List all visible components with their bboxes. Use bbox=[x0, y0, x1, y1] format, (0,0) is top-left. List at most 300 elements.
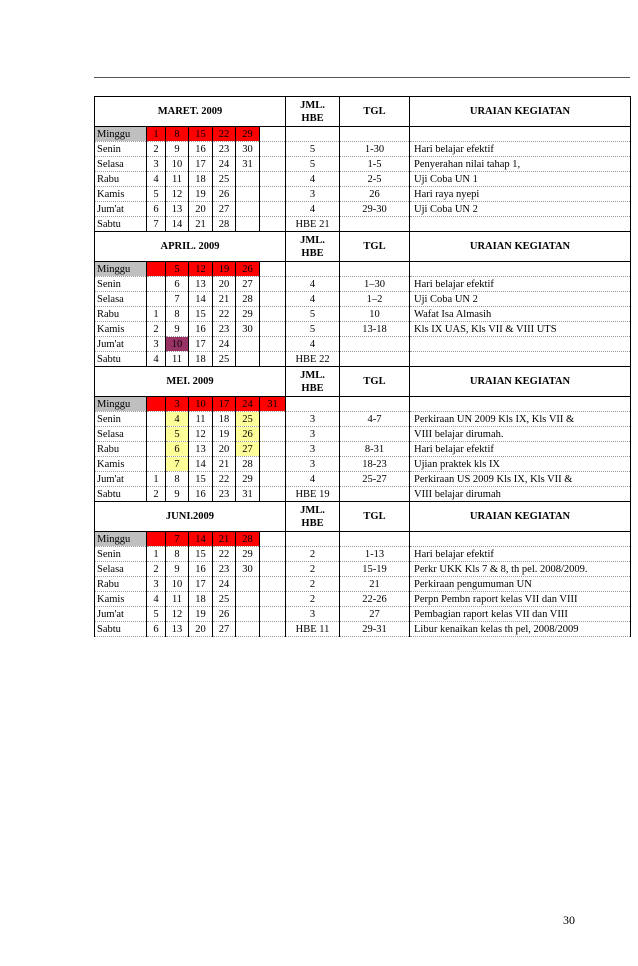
date-cell: 20 bbox=[189, 202, 213, 217]
date-cell bbox=[236, 577, 260, 592]
date-cell: 3 bbox=[147, 157, 166, 172]
activity-description: Perpn Pembn raport kelas VII dan VIII bbox=[410, 592, 631, 607]
tgl-value bbox=[340, 262, 410, 277]
calendar-row bbox=[95, 427, 631, 442]
tgl-value: 26 bbox=[340, 187, 410, 202]
weekday-label: Sabtu bbox=[95, 217, 147, 232]
tgl-value bbox=[340, 337, 410, 352]
date-cell bbox=[260, 337, 286, 352]
calendar-row bbox=[95, 202, 631, 217]
date-cell bbox=[147, 457, 166, 472]
date-cell: 29 bbox=[236, 547, 260, 562]
date-cell: 25 bbox=[213, 592, 236, 607]
date-cell: 6 bbox=[147, 202, 166, 217]
weekday-label: Sabtu bbox=[95, 352, 147, 367]
date-cell: 6 bbox=[166, 442, 189, 457]
tgl-value: 18-23 bbox=[340, 457, 410, 472]
date-cell: 28 bbox=[236, 457, 260, 472]
activity-description: Pembagian raport kelas VII dan VIII bbox=[410, 607, 631, 622]
weekday-label: Kamis bbox=[95, 187, 147, 202]
weekday-label: Senin bbox=[95, 277, 147, 292]
weekday-label: Senin bbox=[95, 547, 147, 562]
date-cell: 31 bbox=[260, 397, 286, 412]
date-cell: 21 bbox=[213, 532, 236, 547]
date-cell: 23 bbox=[213, 322, 236, 337]
month-header-row bbox=[95, 97, 631, 127]
calendar-row bbox=[95, 622, 631, 637]
date-cell bbox=[260, 607, 286, 622]
weekday-label: Kamis bbox=[95, 457, 147, 472]
date-cell: 30 bbox=[236, 562, 260, 577]
date-cell bbox=[260, 592, 286, 607]
jml-value: HBE 22 bbox=[286, 352, 340, 367]
date-cell: 29 bbox=[236, 127, 260, 142]
date-cell: 2 bbox=[147, 322, 166, 337]
jml-value: 4 bbox=[286, 472, 340, 487]
header-tgl: TGL bbox=[340, 502, 410, 532]
calendar-row bbox=[95, 592, 631, 607]
date-cell: 3 bbox=[166, 397, 189, 412]
tgl-value bbox=[340, 487, 410, 502]
date-cell: 22 bbox=[213, 127, 236, 142]
weekday-label: Sabtu bbox=[95, 622, 147, 637]
date-cell: 18 bbox=[189, 592, 213, 607]
date-cell: 28 bbox=[236, 532, 260, 547]
date-cell: 20 bbox=[189, 622, 213, 637]
activity-description: Perkiraan UN 2009 Kls IX, Kls VII & bbox=[410, 412, 631, 427]
date-cell: 26 bbox=[213, 187, 236, 202]
weekday-label: Minggu bbox=[95, 397, 147, 412]
calendar-row bbox=[95, 412, 631, 427]
date-cell: 7 bbox=[166, 457, 189, 472]
date-cell bbox=[260, 142, 286, 157]
date-cell: 22 bbox=[213, 547, 236, 562]
header-tgl: TGL bbox=[340, 232, 410, 262]
date-cell: 18 bbox=[189, 172, 213, 187]
date-cell bbox=[260, 277, 286, 292]
calendar-body bbox=[95, 97, 631, 637]
tgl-value: 2-5 bbox=[340, 172, 410, 187]
date-cell: 7 bbox=[166, 292, 189, 307]
date-cell: 8 bbox=[166, 307, 189, 322]
date-cell: 11 bbox=[189, 412, 213, 427]
tgl-value: 1-30 bbox=[340, 142, 410, 157]
date-cell: 4 bbox=[147, 592, 166, 607]
date-cell: 4 bbox=[147, 172, 166, 187]
activity-description bbox=[410, 337, 631, 352]
date-cell bbox=[260, 172, 286, 187]
jml-value: 3 bbox=[286, 427, 340, 442]
date-cell: 17 bbox=[189, 577, 213, 592]
date-cell: 19 bbox=[213, 262, 236, 277]
date-cell: 2 bbox=[147, 562, 166, 577]
date-cell bbox=[260, 442, 286, 457]
date-cell: 16 bbox=[189, 322, 213, 337]
date-cell: 28 bbox=[236, 292, 260, 307]
calendar-row bbox=[95, 472, 631, 487]
calendar-row bbox=[95, 607, 631, 622]
tgl-value: 4-7 bbox=[340, 412, 410, 427]
activity-description: Hari belajar efektif bbox=[410, 277, 631, 292]
date-cell bbox=[147, 292, 166, 307]
date-cell bbox=[236, 607, 260, 622]
header-uraian-kegiatan: URAIAN KEGIATAN bbox=[410, 232, 631, 262]
date-cell bbox=[236, 337, 260, 352]
activity-description: Perkiraan pengumuman UN bbox=[410, 577, 631, 592]
jml-value: 4 bbox=[286, 292, 340, 307]
activity-description bbox=[410, 127, 631, 142]
date-cell bbox=[260, 457, 286, 472]
calendar-row bbox=[95, 547, 631, 562]
date-cell: 17 bbox=[189, 157, 213, 172]
date-cell: 29 bbox=[236, 307, 260, 322]
date-cell bbox=[260, 307, 286, 322]
date-cell bbox=[260, 292, 286, 307]
date-cell bbox=[260, 262, 286, 277]
date-cell: 14 bbox=[189, 292, 213, 307]
date-cell: 13 bbox=[189, 277, 213, 292]
date-cell: 18 bbox=[213, 412, 236, 427]
date-cell: 10 bbox=[189, 397, 213, 412]
weekday-label: Selasa bbox=[95, 427, 147, 442]
date-cell bbox=[260, 127, 286, 142]
tgl-value: 29-30 bbox=[340, 202, 410, 217]
activity-description: Libur kenaikan kelas th pel, 2008/2009 bbox=[410, 622, 631, 637]
jml-value: 4 bbox=[286, 337, 340, 352]
calendar-row bbox=[95, 532, 631, 547]
tgl-value: 25-27 bbox=[340, 472, 410, 487]
jml-value: 3 bbox=[286, 607, 340, 622]
weekday-label: Minggu bbox=[95, 532, 147, 547]
activity-description: Wafat Isa Almasih bbox=[410, 307, 631, 322]
date-cell: 23 bbox=[213, 142, 236, 157]
date-cell: 30 bbox=[236, 142, 260, 157]
date-cell: 9 bbox=[166, 322, 189, 337]
jml-value bbox=[286, 397, 340, 412]
calendar-row bbox=[95, 487, 631, 502]
date-cell: 15 bbox=[189, 127, 213, 142]
jml-value: 2 bbox=[286, 592, 340, 607]
header-jml-hbe: JML. HBE bbox=[286, 502, 340, 532]
jml-value: 4 bbox=[286, 202, 340, 217]
date-cell: 1 bbox=[147, 127, 166, 142]
date-cell bbox=[260, 547, 286, 562]
date-cell: 15 bbox=[189, 547, 213, 562]
date-cell bbox=[260, 322, 286, 337]
tgl-value: 8-31 bbox=[340, 442, 410, 457]
activity-description bbox=[410, 217, 631, 232]
activity-description bbox=[410, 397, 631, 412]
date-cell: 2 bbox=[147, 487, 166, 502]
date-cell: 28 bbox=[213, 217, 236, 232]
activity-description: Uji Coba UN 2 bbox=[410, 292, 631, 307]
date-cell: 3 bbox=[147, 577, 166, 592]
month-header-row bbox=[95, 367, 631, 397]
date-cell: 19 bbox=[189, 187, 213, 202]
calendar-row bbox=[95, 262, 631, 277]
calendar-row bbox=[95, 217, 631, 232]
tgl-value: 27 bbox=[340, 607, 410, 622]
date-cell: 24 bbox=[213, 157, 236, 172]
academic-calendar-table bbox=[94, 96, 631, 637]
activity-description: Hari raya nyepi bbox=[410, 187, 631, 202]
date-cell: 9 bbox=[166, 487, 189, 502]
jml-value: HBE 21 bbox=[286, 217, 340, 232]
date-cell: 1 bbox=[147, 547, 166, 562]
date-cell: 21 bbox=[213, 292, 236, 307]
jml-value: 5 bbox=[286, 322, 340, 337]
activity-description bbox=[410, 262, 631, 277]
date-cell: 13 bbox=[166, 622, 189, 637]
date-cell: 12 bbox=[189, 262, 213, 277]
weekday-label: Minggu bbox=[95, 127, 147, 142]
date-cell: 13 bbox=[166, 202, 189, 217]
date-cell: 4 bbox=[147, 352, 166, 367]
date-cell: 24 bbox=[236, 397, 260, 412]
header-tgl: TGL bbox=[340, 97, 410, 127]
date-cell: 2 bbox=[147, 142, 166, 157]
date-cell: 12 bbox=[166, 607, 189, 622]
weekday-label: Rabu bbox=[95, 307, 147, 322]
weekday-label: Rabu bbox=[95, 172, 147, 187]
weekday-label: Jum'at bbox=[95, 202, 147, 217]
header-tgl: TGL bbox=[340, 367, 410, 397]
jml-value: 3 bbox=[286, 457, 340, 472]
weekday-label: Senin bbox=[95, 142, 147, 157]
date-cell: 9 bbox=[166, 562, 189, 577]
activity-description: VIII belajar dirumah bbox=[410, 487, 631, 502]
tgl-value bbox=[340, 352, 410, 367]
tgl-value: 1-5 bbox=[340, 157, 410, 172]
date-cell: 29 bbox=[236, 472, 260, 487]
date-cell bbox=[147, 532, 166, 547]
header-uraian-kegiatan: URAIAN KEGIATAN bbox=[410, 367, 631, 397]
date-cell: 25 bbox=[236, 412, 260, 427]
date-cell bbox=[260, 562, 286, 577]
activity-description: Uji Coba UN 1 bbox=[410, 172, 631, 187]
activity-description: Kls IX UAS, Kls VII & VIII UTS bbox=[410, 322, 631, 337]
date-cell: 20 bbox=[213, 277, 236, 292]
month-header-row bbox=[95, 232, 631, 262]
date-cell bbox=[260, 622, 286, 637]
date-cell: 17 bbox=[189, 337, 213, 352]
activity-description: Penyerahan nilai tahap 1, bbox=[410, 157, 631, 172]
calendar-row bbox=[95, 397, 631, 412]
date-cell: 10 bbox=[166, 577, 189, 592]
weekday-label: Selasa bbox=[95, 292, 147, 307]
date-cell: 15 bbox=[189, 472, 213, 487]
date-cell bbox=[260, 187, 286, 202]
tgl-value: 21 bbox=[340, 577, 410, 592]
date-cell: 1 bbox=[147, 472, 166, 487]
date-cell bbox=[260, 487, 286, 502]
top-rule bbox=[94, 77, 630, 78]
weekday-label: Kamis bbox=[95, 592, 147, 607]
date-cell: 25 bbox=[213, 172, 236, 187]
date-cell bbox=[260, 472, 286, 487]
date-cell: 13 bbox=[189, 442, 213, 457]
calendar-row bbox=[95, 127, 631, 142]
date-cell bbox=[147, 277, 166, 292]
date-cell: 26 bbox=[236, 262, 260, 277]
date-cell: 7 bbox=[147, 217, 166, 232]
date-cell: 5 bbox=[166, 427, 189, 442]
jml-value bbox=[286, 262, 340, 277]
date-cell: 8 bbox=[166, 472, 189, 487]
weekday-label: Selasa bbox=[95, 562, 147, 577]
date-cell bbox=[236, 202, 260, 217]
date-cell: 22 bbox=[213, 307, 236, 322]
date-cell bbox=[260, 202, 286, 217]
jml-value: 2 bbox=[286, 562, 340, 577]
month-title: JUNI.2009 bbox=[95, 502, 286, 532]
date-cell: 26 bbox=[236, 427, 260, 442]
calendar-row bbox=[95, 172, 631, 187]
tgl-value bbox=[340, 427, 410, 442]
jml-value: 3 bbox=[286, 187, 340, 202]
date-cell bbox=[260, 352, 286, 367]
date-cell bbox=[236, 217, 260, 232]
header-uraian-kegiatan: URAIAN KEGIATAN bbox=[410, 97, 631, 127]
date-cell: 17 bbox=[213, 397, 236, 412]
date-cell: 9 bbox=[166, 142, 189, 157]
calendar-row bbox=[95, 157, 631, 172]
date-cell: 18 bbox=[189, 352, 213, 367]
tgl-value bbox=[340, 127, 410, 142]
date-cell: 27 bbox=[236, 442, 260, 457]
date-cell: 11 bbox=[166, 172, 189, 187]
date-cell bbox=[260, 412, 286, 427]
activity-description bbox=[410, 532, 631, 547]
tgl-value: 15-19 bbox=[340, 562, 410, 577]
jml-value: 5 bbox=[286, 142, 340, 157]
header-jml-hbe: JML. HBE bbox=[286, 97, 340, 127]
header-jml-hbe: JML. HBE bbox=[286, 232, 340, 262]
tgl-value: 22-26 bbox=[340, 592, 410, 607]
date-cell bbox=[260, 427, 286, 442]
header-uraian-kegiatan: URAIAN KEGIATAN bbox=[410, 502, 631, 532]
date-cell: 20 bbox=[213, 442, 236, 457]
date-cell: 15 bbox=[189, 307, 213, 322]
date-cell bbox=[260, 577, 286, 592]
date-cell: 7 bbox=[166, 532, 189, 547]
activity-description: Hari belajar efektif bbox=[410, 547, 631, 562]
jml-value: HBE 19 bbox=[286, 487, 340, 502]
date-cell: 8 bbox=[166, 547, 189, 562]
date-cell bbox=[147, 262, 166, 277]
jml-value: 2 bbox=[286, 577, 340, 592]
date-cell bbox=[260, 532, 286, 547]
date-cell: 31 bbox=[236, 157, 260, 172]
tgl-value bbox=[340, 397, 410, 412]
tgl-value: 1–2 bbox=[340, 292, 410, 307]
month-header-row bbox=[95, 502, 631, 532]
date-cell: 22 bbox=[213, 472, 236, 487]
date-cell: 3 bbox=[147, 337, 166, 352]
tgl-value bbox=[340, 217, 410, 232]
date-cell: 31 bbox=[236, 487, 260, 502]
calendar-row bbox=[95, 457, 631, 472]
activity-description: Perkr UKK Kls 7 & 8, th pel. 2008/2009. bbox=[410, 562, 631, 577]
activity-description: Hari belajar efektif bbox=[410, 442, 631, 457]
date-cell: 19 bbox=[213, 427, 236, 442]
weekday-label: Minggu bbox=[95, 262, 147, 277]
tgl-value: 13-18 bbox=[340, 322, 410, 337]
date-cell: 23 bbox=[213, 562, 236, 577]
date-cell bbox=[147, 397, 166, 412]
date-cell: 27 bbox=[213, 622, 236, 637]
date-cell: 27 bbox=[236, 277, 260, 292]
date-cell: 5 bbox=[166, 262, 189, 277]
date-cell: 21 bbox=[213, 457, 236, 472]
calendar-row bbox=[95, 337, 631, 352]
activity-description: Hari belajar efektif bbox=[410, 142, 631, 157]
date-cell: 25 bbox=[213, 352, 236, 367]
date-cell: 16 bbox=[189, 562, 213, 577]
jml-value bbox=[286, 127, 340, 142]
calendar-row bbox=[95, 562, 631, 577]
activity-description: Perkiraan US 2009 Kls IX, Kls VII & bbox=[410, 472, 631, 487]
jml-value: 2 bbox=[286, 547, 340, 562]
tgl-value bbox=[340, 532, 410, 547]
date-cell: 4 bbox=[166, 412, 189, 427]
date-cell: 16 bbox=[189, 487, 213, 502]
weekday-label: Senin bbox=[95, 412, 147, 427]
date-cell: 6 bbox=[166, 277, 189, 292]
date-cell bbox=[236, 187, 260, 202]
date-cell: 8 bbox=[166, 127, 189, 142]
header-jml-hbe: JML. HBE bbox=[286, 367, 340, 397]
date-cell bbox=[147, 412, 166, 427]
date-cell bbox=[236, 622, 260, 637]
tgl-value: 1–30 bbox=[340, 277, 410, 292]
calendar-row bbox=[95, 142, 631, 157]
weekday-label: Jum'at bbox=[95, 607, 147, 622]
activity-description: Uji Coba UN 2 bbox=[410, 202, 631, 217]
date-cell: 5 bbox=[147, 607, 166, 622]
activity-description: VIII belajar dirumah. bbox=[410, 427, 631, 442]
date-cell: 27 bbox=[213, 202, 236, 217]
jml-value: 5 bbox=[286, 307, 340, 322]
date-cell: 21 bbox=[189, 217, 213, 232]
date-cell bbox=[147, 442, 166, 457]
date-cell: 24 bbox=[213, 337, 236, 352]
weekday-label: Jum'at bbox=[95, 337, 147, 352]
date-cell: 30 bbox=[236, 322, 260, 337]
weekday-label: Kamis bbox=[95, 322, 147, 337]
calendar-row bbox=[95, 577, 631, 592]
date-cell: 24 bbox=[213, 577, 236, 592]
month-title: APRIL. 2009 bbox=[95, 232, 286, 262]
calendar-row bbox=[95, 277, 631, 292]
date-cell bbox=[236, 352, 260, 367]
date-cell bbox=[147, 427, 166, 442]
date-cell: 10 bbox=[166, 337, 189, 352]
date-cell: 14 bbox=[189, 457, 213, 472]
tgl-value: 29-31 bbox=[340, 622, 410, 637]
date-cell: 14 bbox=[166, 217, 189, 232]
jml-value: HBE 11 bbox=[286, 622, 340, 637]
date-cell: 11 bbox=[166, 592, 189, 607]
date-cell bbox=[260, 157, 286, 172]
activity-description: Ujian praktek kls IX bbox=[410, 457, 631, 472]
calendar-row bbox=[95, 442, 631, 457]
date-cell: 11 bbox=[166, 352, 189, 367]
date-cell: 10 bbox=[166, 157, 189, 172]
calendar-row bbox=[95, 352, 631, 367]
jml-value: 5 bbox=[286, 157, 340, 172]
date-cell: 23 bbox=[213, 487, 236, 502]
